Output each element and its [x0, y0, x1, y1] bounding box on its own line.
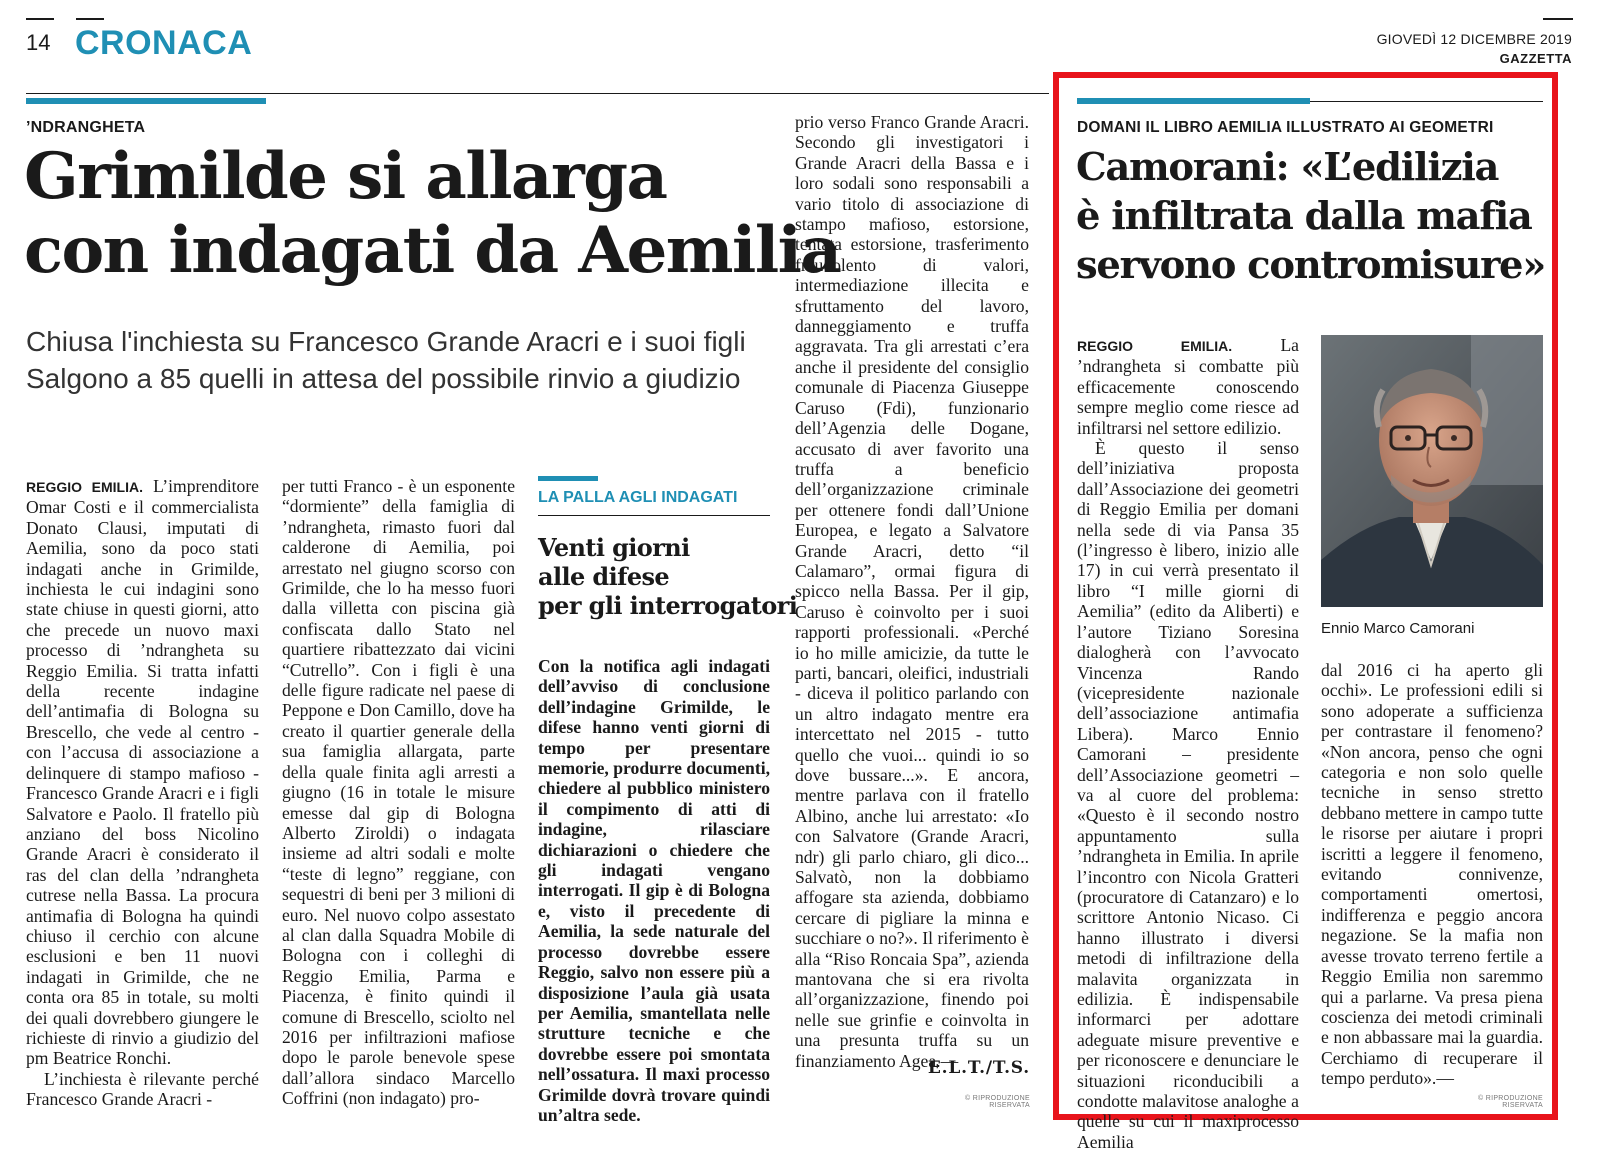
main-copyright: © RIPRODUZIONE RISERVATA: [965, 1095, 1030, 1109]
sidebar-headline-line: per gli interrogatori: [538, 591, 798, 620]
right-col1-paragraph: La ’ndrangheta si combatte più efficacemente conoscendo sempre meglio come riesce ad infiltrarsi nel settore edilizio.: [1077, 335, 1299, 438]
main-col1-paragraph: L’inchiesta è rilevante perché Francesco Grande Aracri -: [26, 1068, 259, 1110]
right-col1-paragraph: È questo il senso dell’iniziativa proposta dall’Associazione dei geometri di Reggio Emilia per domani nella sede di via Pansa 35 (l’ingresso è libero, inizio alle 17) in cui verrà presentato il libro “I mille giorni di Aemilia” (edito da Aliberti) e l’autore Tiziano Soresina dialogherà con l’avvocato Vincenza Rando (vicepresidente nazionale dell’associazione antimafia Libera). Marco Ennio Camorani – presidente dell’Associazione geometri – va al cuore del problema: «Questo è il secondo nostro appuntamento sulla ’ndrangheta in Emilia. In aprile l’incontro con Nicola Gratteri (procuratore di Catanzaro) e lo scrittore Antonio Nicaso. Ci hanno illustrato i diversi metodi di infiltrazione della malavita organizzata in edilizia. È indispensabile informarci per adottare adeguate misure preventive e per riconoscere e denunciare le situazioni riconducibili a condotte malavitose analoghe a quelle su cui il maxiprocesso Aemilia: [1077, 438, 1299, 1152]
main-col1-paragraph: L’imprenditore Omar Costi e il commercialista Donato Clausi, imputati di Aemilia, sono da poco stati indagati anche in Grimilde, inchiesta le cui indagini sono state chiuse in questi giorni, atto che precede un nuovo maxi processo di ’ndrangheta su Reggio Emilia. Si tratta infatti della recente indagine dell’antimafia di Bologna su Brescello, che vede al centro - con l’accusa di associazione a delinquere di stampo mafioso - Francesco Grande Aracri e i figli Salvatore e Paolo. Il fratello più anziano del boss Nicolino Grande Aracri è considerato il ras del clan della ’ndrangheta cutrese nella Bassa. La procura antimafia di Bologna ha quindi chiuso il cerchio con alcune esclusioni e ben 11 nuovi indagati in Grimilde, che ne conta ora 85 in totale, su molti dei quali dovrebbero giungere le richieste di rinvio a giudizio del pm Beatrice Ronchi.: [26, 476, 259, 1069]
right-copyright: © RIPRODUZIONE RISERVATA: [1478, 1095, 1543, 1109]
main-headline: [24, 140, 840, 288]
right-dateline: REGGIO EMILIA.: [1077, 338, 1233, 354]
portrait-illustration: [1321, 335, 1543, 607]
photo-caption: Ennio Marco Camorani: [1321, 620, 1475, 637]
sidebar-divider: [538, 515, 770, 516]
main-subhead: [26, 323, 746, 397]
header-divider: [26, 93, 1049, 94]
main-headline-line: Grimilde si allarga: [24, 139, 667, 214]
section-title: CRONACA: [75, 24, 253, 62]
sidebar-headline-line: Venti giorni: [538, 533, 690, 562]
main-headline-line: con indagati da Aemilia: [24, 213, 841, 288]
right-column-2: dal 2016 ci ha aperto gli occhi». Le professioni edili si sono adoperate a sufficienza per contrastare il fenomeno? «Non ancora, penso che ogni categoria e non solo quelle tecniche in senso stretto debbano mettere in campo tutte le risorse per aiutare i propri iscritti a leggere il fenomeno, evitando connivenze, comportamenti omertosi, indifferenza e peggio ancora negazione. Se la mafia non avesse trovato terreno fertile a Reggio Emilia non saremmo qui a parlarne. Va presa piena coscienza dei metodi criminali e non abbassare mai la guardia. Cerchiamo di recuperare il tempo perduto».—: [1321, 660, 1543, 1089]
main-blue-bar: [26, 98, 266, 104]
right-headline-line: è infiltrata dalla mafia: [1076, 194, 1532, 239]
right-column-1: [1077, 335, 1299, 1152]
header-rule: [1543, 18, 1573, 20]
main-subhead-line: Salgono a 85 quelli in attesa del possibile rinvio a giudizio: [26, 363, 741, 394]
header-paper: GAZZETTA: [1499, 51, 1572, 66]
sidebar-headline-line: alle difese: [538, 562, 670, 591]
right-headline: [1076, 143, 1545, 290]
right-blue-bar: [1077, 98, 1310, 104]
right-kicker: DOMANI IL LIBRO AEMILIA ILLUSTRATO AI GEOMETRI: [1077, 119, 1494, 136]
right-headline-line: Camorani: «L’edilizia: [1076, 145, 1499, 190]
main-signature: E.L.T./T.S.: [927, 1058, 1030, 1078]
sidebar-body: Con la notifica agli indagati dell’avviso di conclusione dell’indagine Grimilde, le difese hanno venti giorni di tempo per presentare memorie, produrre documenti, chiedere al pubblico ministero il compimento di atti di indagine, rilasciare dichiarazioni o chiedere che gli indagati vengano interrogati. Il gip è di Bologna e, visto il precedente di Aemilia, la sede naturale del processo dovrebbe essere Reggio, salvo non essere più a disposizione l’aula già usata per Aemilia, smantellata nelle strutture tecniche e che dovrebbe essere poi smontata nell’ossatura. Il maxi processo Grimilde dovrà trovare quindi un’altra sede.: [538, 656, 770, 1125]
main-kicker: ’NDRANGHETA: [26, 119, 146, 136]
main-subhead-line: Chiusa l'inchiesta su Francesco Grande Aracri e i suoi figli: [26, 326, 746, 357]
right-headline-line: servono contromisure»: [1076, 243, 1546, 288]
header-rule: [26, 18, 54, 20]
sidebar-blue-bar: [538, 476, 598, 481]
main-column-1: [26, 476, 259, 1110]
header-date: GIOVEDÌ 12 DICEMBRE 2019: [1376, 31, 1572, 47]
sidebar-kicker: LA PALLA AGLI INDAGATI: [538, 489, 738, 506]
main-column-3: prio verso Franco Grande Aracri. Secondo gli investigatori i Grande Aracri della Bassa e i loro sodali sono responsabili a vario titolo di associazione di stampo mafioso, estorsione, tentata estorsione, trasferimento fraudolento di valori, intermediazione illecita e sfruttamento del lavoro, danneggiamento e truffa aggravata. Tra gli arrestati c’era anche il presidente del consiglio comunale di Piacenza Giuseppe Caruso (Fdi), funzionario dell’Agenzia delle Dogane, accusato di aver favorito una truffa a beneficio dell’organizzazione criminale per ottenere fondi dall’Unione Europea, e legato a Salvatore Grande Aracri, detto “il Calamaro”, ormai figura di spicco nella Bassa. Per il gip, Caruso è coinvolto per i suoi rapporti professionali. «Perché io ho mille amicizie, da tutte le parti, bancari, oleifici, industriali - diceva il politico parlando con un altro indagato mentre era intercettato nel 2015 - tutto quello che vuoi... quindi io so dove bussare...». E ancora, mentre parlava con il fratello Albino, anche lui arrestato: «Io con Salvatore (Grande Aracri, ndr) gli parlo chiaro, gli dico... Salvatò, non la dobbiamo affogare sta azienda, dobbiamo cercare di pigliare la minna e succhiare o no?». Il riferimento è alla “Riso Roncaia Spa”, azienda mantovana che si era rivolta all’organizzazione, finendo poi nelle sue grinfie e coinvolta in una presunta truffa su un finanziamento Agea.—: [795, 112, 1029, 1071]
main-column-2: per tutti Franco - è un esponente “dormiente” della famiglia di ’ndrangheta, rimasto fuori dal calderone di Aemilia, poi arrestato nel giugno scorso con Grimilde, che lo ha messo fuori dalla villetta con piscina già confiscata dallo Stato nel quartiere ribattezzato dai vicini “Cutrello”. Con i figli è una delle figure radicate nel paese di Peppone e Don Camillo, dove ha creato il quartier generale della sua famiglia allargata, parte della quale finita agli arresti a giugno (16 in totale le misure emesse dal gip di Bologna Alberto Ziroldi) o indagata insieme ad altri sodali e molte “teste di legno” reggiane, con sequestri di beni per 3 milioni di euro. Nel nuovo colpo assestato al clan dalla Squadra Mobile di Bologna con i colleghi di Reggio Emilia, Parma e Piacenza, è finito quindi il comune di Brescello, sciolto nel 2016 per infiltrazioni mafiose dopo le parole benevole spese dall’allora sindaco Marcello Coffrini (non indagato) pro-: [282, 476, 515, 1109]
main-dateline: REGGIO EMILIA.: [26, 479, 143, 495]
header-rule: [76, 18, 104, 20]
page-number: 14: [26, 30, 51, 55]
sidebar-headline: [538, 533, 797, 620]
right-divider: [1310, 101, 1543, 102]
portrait-photo: [1321, 335, 1543, 607]
